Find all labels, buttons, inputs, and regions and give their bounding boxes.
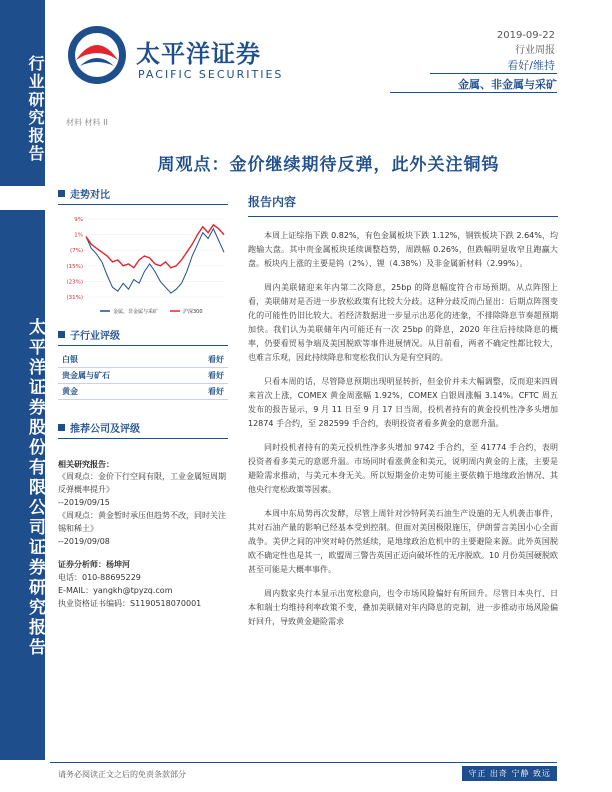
y-tick-label: 9% [74,217,83,223]
series-line-0 [86,229,224,293]
analyst-label: 证券分析师： [58,560,106,569]
sidebar [0,0,45,792]
phone-label: 电话： [58,573,82,582]
sub-rating-section-title: 子行业评级 [70,331,120,342]
sidebar-bottom-band [0,210,45,760]
phone-value: 010-88695229 [82,573,141,582]
report-content-title: 报告内容 [248,195,297,209]
header-divider-top [430,73,557,74]
analyst-name: 杨坤河 [106,560,130,569]
bullet-square-icon [58,190,65,197]
logo-english-name: PACIFIC SECURITIES [138,68,284,81]
email-label: E-MAIL： [58,586,94,595]
footer-divider [50,762,557,763]
report-meta [497,28,555,73]
table-row [58,352,228,368]
report-date: 2019-09-22 [496,30,555,41]
left-column [58,186,228,610]
section-divider [58,204,228,205]
footer-disclaimer: 请务必阅读正文之后的免责条款部分 [58,770,186,779]
header-divider [390,92,557,93]
stock-rating-section-title: 推荐公司及评级 [70,424,140,435]
sub-industry-name: 白银 [62,355,78,364]
y-tick-label: (23%) [66,279,83,286]
right-column [248,193,558,629]
phone-line [58,571,228,584]
sub-industry-rating: 看好 [208,387,224,396]
report-type: 行业周报 [515,45,555,56]
trend-section-title: 走势对比 [70,190,110,201]
related-reports-title: 相关研究报告： [58,460,114,469]
sidebar-company-label: 太平洋证券股份有限公司证券研究报告 [25,318,45,658]
series-line-1 [86,225,224,268]
report-title: 周观点：金价继续期待反弹，此外关注铜钨 [157,155,500,175]
industry-name: 金属、非金属与采矿 [458,78,557,91]
bullet-square-icon [58,331,65,338]
footer-motto: 守正 出奇 宁静 致远 [462,766,557,781]
trend-chart-svg [58,213,228,319]
y-tick-label: 1% [74,232,83,239]
related-report-2-date: --2019/09/08 [58,537,110,546]
related-report-1: 《周观点：金价下行空间有限，工业金属短周期反弹概率提升》 [58,472,226,494]
logo-emblem-icon [66,24,128,86]
cert-line [58,597,228,610]
paragraph: 周内美联储迎来年内第二次降息，25bp 的降息幅度符合市场预期。从点阵图上看，美联储对是否进一步放松政策有比较大分歧。这种分歧反而凸显出：后期点阵图变化的可能性仍旧比较大。若经济数据进一步显示出恶化的迹象，不排除降息节奏超预期加快。我们认为美联储年内可能还有一次 25bp 的降息，2020 年往后持续降息的概率，仍要看贸易争端及美国脱欧等事件进展情况。从目前看，两者不确定性都比较大，也难言乐观，因此持续降息和宽松我们认为是有空间的。 [248,283,558,362]
sub-rating-section-header [58,327,228,342]
industry-rating: 看好/维持 [507,59,555,72]
sub-rating-table [58,352,228,400]
y-tick-label: (15%) [66,263,83,270]
sidebar-report-label: 行业研究报告 [26,55,45,163]
email-value[interactable]: yangkh@tpyzq.com [93,586,173,595]
table-row [58,384,228,400]
company-logo [66,20,296,90]
cert-value: S1190518070001 [130,599,202,608]
trend-section-header [58,186,228,201]
section-divider [248,216,558,217]
related-report-1-date: --2019/09/15 [58,498,110,507]
related-report-2: 《周观点：黄金暂时承压但趋势不改，同时关注锡和稀土》 [58,511,226,533]
y-tick-label: (31%) [66,295,83,301]
section-divider [58,345,228,346]
paragraph: 同时投机者持有的美元投机性净多头增加 9742 手合约，至 41774 手合约，表明投资者看多美元的意愿升温。市场同时看涨黄金和美元，说明周内黄金的上涨，主要是避险需求推动，与美元本身无关。所以短期金价走势可能主要依赖于地缘政治情况、其他央行宽松政策等因素。 [248,443,558,494]
cert-label: 执业资格证书编码： [58,599,130,608]
email-line [58,584,228,597]
sub-industry-rating: 看好 [208,371,224,380]
legend-label: 沪深300 [183,309,203,315]
analyst-line [58,558,228,571]
y-tick-label: (7%) [69,248,83,255]
table-row [58,368,228,384]
sub-industry-name: 贵金属与矿石 [62,371,110,380]
logo-chinese-name: 太平洋证券 [136,40,261,68]
paragraph: 只看本周的话，尽管降息预期出现明显转折，但金价并未大幅调整，反而迎来四周来首次上涨，COMEX 黄金周涨幅 1.92%，COMEX 白银周涨幅 3.14%。CFTC 周五发布的报告显示，9 月 11 日至 9 月 17 日当周，投机者持有的黄金投机性净多头增加 12874 手合约，至 282599 手合约，表明投资者看多黄金的意愿升温。 [248,377,558,428]
legend-label: 金属、非金属与采矿 [113,309,159,315]
paragraph: 本周上证综指下跌 0.82%，有色金属板块下跌 1.12%，钢铁板块下跌 2.64%，均跑输大盘。其中贵金属板块延续调整趋势，周跌幅 0.26%，但跌幅明显收窄且跑赢大盘。板块内上涨的主要是钨（2%）、锂（4.38%）及非金属新材料（2.99%）。 [248,231,558,268]
sub-industry-rating: 看好 [208,355,224,364]
bullet-square-icon [58,424,65,431]
report-category: 材料 材料 II [66,118,108,127]
paragraph: 本周中东局势再次发酵，尽管上周针对沙特阿美石油生产设施的无人机袭击事件，其对石油产量的影响已经基本受到控制。但面对美国极限施压，伊朗誓言美国小心全面战争。美伊之间的冲突对峙仍然延续，是地缘政治危机中的主要避险来源。此外英国脱欧不确定性也是其一，欧盟周三警告英国正迈向破坏性的无序脱欧。10 月份英国硬脱欧甚至可能是大概率事件。 [248,509,558,574]
stock-rating-section-header [58,420,228,435]
sub-industry-name: 黄金 [62,387,78,396]
trend-chart [58,213,228,319]
paragraph: 周内数家央行本显示出宽松意向，也令市场风险偏好有所回升。尽管日本央行、日本和瑞士均维持利率政策不变，叠加美联储对年内降息的克制，进一步推动市场风险偏好回升，导致黄金避险需求 [248,589,558,626]
